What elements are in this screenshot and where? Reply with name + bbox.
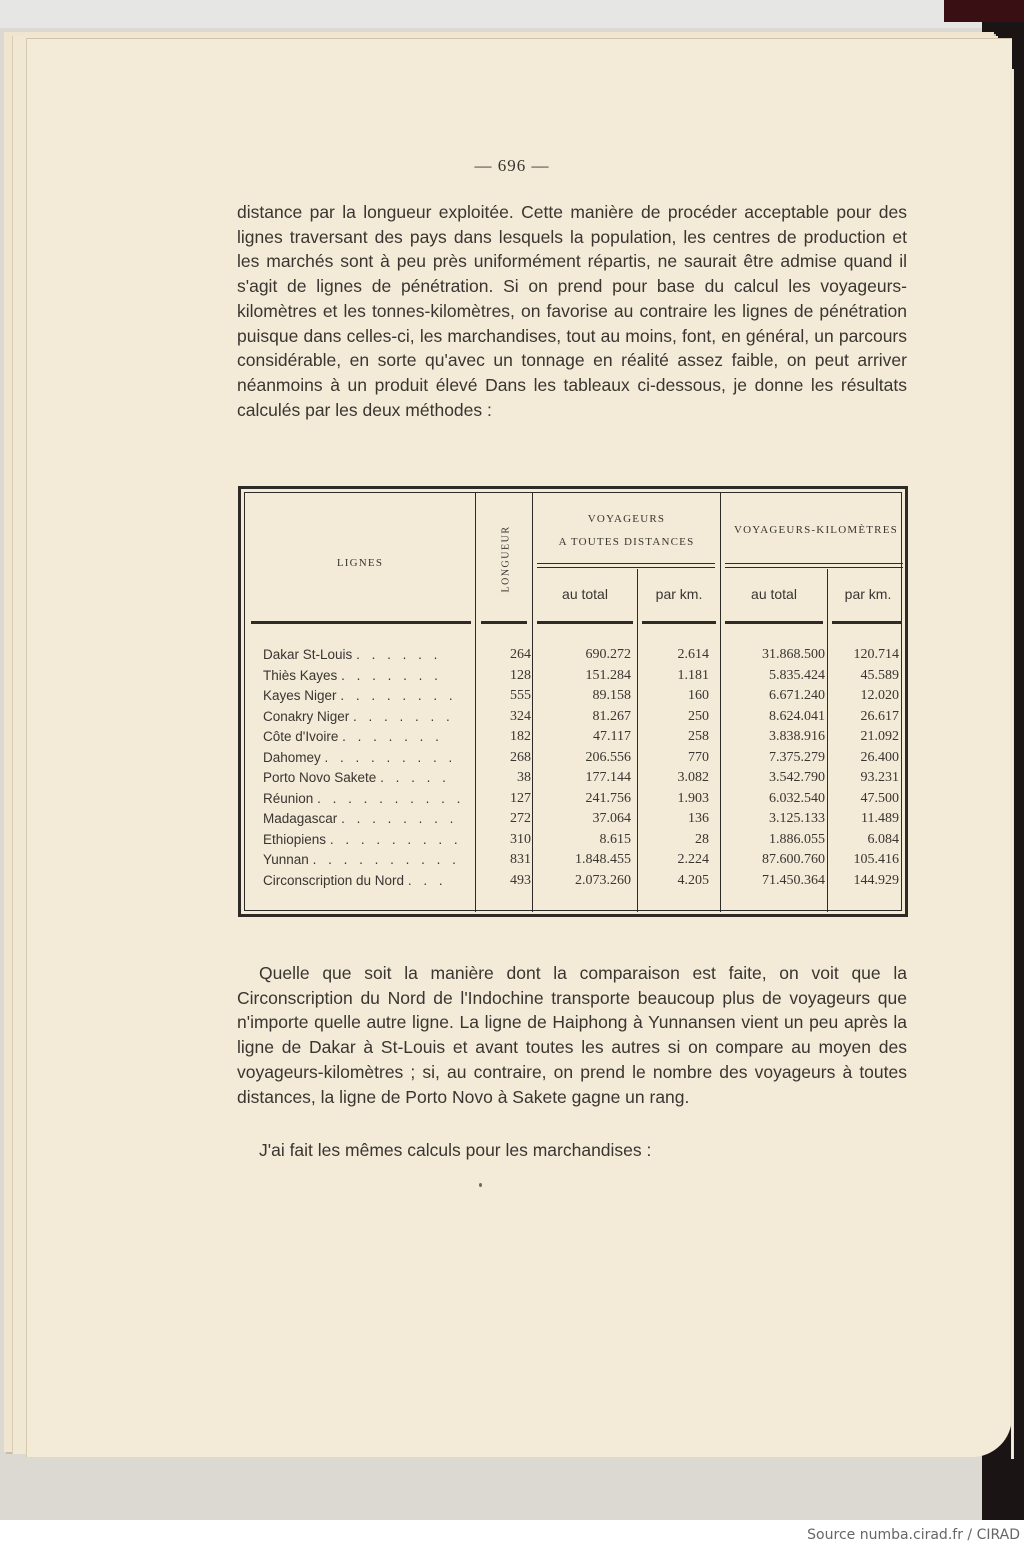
voyageurs-total-value: 690.272 bbox=[585, 647, 631, 662]
longueur-value: 127 bbox=[510, 790, 531, 806]
ligne-label: Thiès Kayes bbox=[263, 667, 338, 683]
header-lignes: LIGNES bbox=[336, 557, 384, 569]
voyageurs-par-km-value: 136 bbox=[688, 811, 709, 826]
scan-top-margin bbox=[0, 0, 1024, 28]
group-rule bbox=[537, 567, 715, 568]
leader-dots: . . . . . . . . bbox=[340, 688, 457, 703]
table-row bbox=[245, 791, 901, 812]
voyageurs-total-value: 89.158 bbox=[592, 688, 631, 703]
ligne-label: Conakry Niger bbox=[263, 708, 350, 724]
ligne-label: Kayes Niger bbox=[263, 688, 337, 703]
subheader-voy-par-km: par km. bbox=[655, 586, 703, 602]
ligne-name bbox=[263, 647, 475, 662]
voyageurs-total-value: 37.064 bbox=[592, 811, 631, 826]
header-rule bbox=[725, 621, 823, 624]
longueur-value: 831 bbox=[510, 852, 531, 867]
ligne-label: Côte d'Ivoire bbox=[263, 729, 339, 744]
voyageurs-km-par-km-value: 47.500 bbox=[860, 790, 899, 806]
table-row bbox=[245, 709, 901, 730]
voyageurs-km-par-km-value: 93.231 bbox=[860, 770, 899, 785]
voyageurs-total-value: 47.117 bbox=[593, 729, 631, 744]
header-voyageurs-line1: VOYAGEURS bbox=[587, 513, 666, 525]
voyageurs-km-total-value: 1.886.055 bbox=[769, 831, 825, 847]
voyageurs-km-total-value: 71.450.364 bbox=[762, 872, 825, 888]
ink-speck bbox=[479, 1183, 482, 1187]
voyageurs-km-total-value: 6.032.540 bbox=[769, 790, 825, 806]
page-number: — 696 — bbox=[474, 156, 550, 175]
ligne-name bbox=[263, 709, 475, 724]
subheader-vk-total: au total bbox=[751, 586, 797, 602]
table-inner-border bbox=[244, 492, 902, 911]
table-row bbox=[245, 770, 901, 791]
ligne-label: Circonscription du Nord bbox=[263, 872, 405, 888]
voyageurs-par-km-value: 250 bbox=[688, 708, 709, 724]
ligne-label: Porto Novo Sakete bbox=[263, 770, 377, 785]
ligne-name bbox=[263, 852, 475, 867]
subheader-voy-total: au total bbox=[562, 586, 608, 602]
leader-dots: . . . . . bbox=[380, 770, 450, 785]
ligne-label: Réunion bbox=[263, 790, 314, 806]
table-row bbox=[245, 647, 901, 668]
page-fold bbox=[1011, 69, 1014, 1459]
group-rule bbox=[725, 563, 903, 564]
voyageurs-km-par-km-value: 144.929 bbox=[853, 872, 899, 888]
voyageurs-km-total-value: 5.835.424 bbox=[769, 667, 825, 683]
longueur-value: 493 bbox=[510, 872, 531, 888]
ligne-name bbox=[263, 770, 475, 785]
leader-dots: . . . . . . . . . bbox=[329, 831, 462, 847]
comparison-paragraph bbox=[237, 961, 907, 1109]
voyageurs-km-total-value: 3.125.133 bbox=[769, 811, 825, 826]
intro-paragraph bbox=[237, 200, 907, 422]
voyageurs-km-total-value: 7.375.279 bbox=[769, 749, 825, 765]
leader-dots: . . . . . . . . . . bbox=[312, 852, 460, 867]
voyageurs-total-value: 177.144 bbox=[585, 770, 631, 785]
voyageurs-par-km-value: 1.181 bbox=[677, 667, 709, 683]
leader-dots: . . . . . . . bbox=[353, 708, 454, 724]
longueur-value: 264 bbox=[510, 647, 531, 662]
leader-dots: . . . . . . bbox=[356, 647, 442, 662]
leader-dots: . . . . . . . . . bbox=[324, 749, 457, 765]
longueur-value: 182 bbox=[510, 729, 531, 744]
header-rule bbox=[537, 621, 633, 624]
voyageurs-km-par-km-value: 26.617 bbox=[860, 708, 899, 724]
ligne-name bbox=[263, 668, 475, 683]
leader-dots: . . . . . . . bbox=[342, 729, 443, 744]
ligne-label: Madagascar bbox=[263, 811, 338, 826]
voyageurs-total-value: 81.267 bbox=[592, 708, 631, 724]
voyageurs-total-value: 241.756 bbox=[585, 790, 631, 806]
table-row bbox=[245, 811, 901, 832]
closing-paragraph bbox=[237, 1138, 907, 1163]
voyageurs-par-km-value: 2.614 bbox=[677, 647, 709, 662]
header-voyageurs-line2: A TOUTES DISTANCES bbox=[558, 536, 695, 548]
leader-dots: . . . bbox=[407, 872, 447, 888]
closing-text: J'ai fait les mêmes calculs pour les marchandises : bbox=[259, 1140, 652, 1160]
voyageurs-km-total-value: 6.671.240 bbox=[769, 688, 825, 703]
ligne-label: Dakar St-Louis bbox=[263, 647, 353, 662]
voyageurs-par-km-value: 28 bbox=[695, 831, 709, 847]
longueur-value: 324 bbox=[510, 708, 531, 724]
longueur-value: 310 bbox=[510, 831, 531, 847]
ligne-name bbox=[263, 688, 475, 703]
leader-dots: . . . . . . . bbox=[341, 667, 442, 683]
voyageurs-par-km-value: 4.205 bbox=[677, 872, 709, 888]
ligne-name bbox=[263, 750, 475, 765]
ligne-name bbox=[263, 791, 475, 806]
ligne-label: Yunnan bbox=[263, 852, 309, 867]
longueur-value: 272 bbox=[510, 811, 531, 826]
header-rule bbox=[481, 621, 527, 624]
intro-text: distance par la longueur exploitée. Cette manière de procéder acceptable pour des lignes traversant des pays dans lesquels la population, les centres de production et les marchés sont à peu près uniformément répartis, ne saurait être admise quand il s'agit de lignes de pénétration. Si on prend pour base du calcul les voyageurs-kilomètres et les tonnes-kilomètres, on favorise au contraire les lignes de pénétration puisque dans celles-ci, les marchandises, tout au moins, font, en général, un parcours considérable, en sorte qu'avec un tonnage en réalité assez faible, on peut arriver néanmoins à un produit élevé Dans les tableaux ci-dessous, je donne les résultats calculés par les deux méthodes : bbox=[237, 202, 907, 420]
longueur-value: 268 bbox=[510, 749, 531, 765]
leader-dots: . . . . . . . . bbox=[341, 811, 458, 826]
ligne-label: Ethiopiens bbox=[263, 831, 327, 847]
voyageurs-km-par-km-value: 45.589 bbox=[860, 667, 899, 683]
header-rule bbox=[251, 621, 471, 624]
voyageurs-km-par-km-value: 105.416 bbox=[853, 852, 899, 867]
voyageurs-km-total-value: 8.624.041 bbox=[769, 708, 825, 724]
voyageurs-total-value: 8.615 bbox=[599, 831, 631, 847]
header-voyageurs-km: VOYAGEURS-KILOMÈTRES bbox=[734, 524, 898, 536]
voyageurs-total-value: 151.284 bbox=[585, 667, 631, 683]
header-longueur bbox=[483, 509, 529, 609]
voyageurs-km-par-km-value: 21.092 bbox=[860, 729, 899, 744]
voyageurs-km-par-km-value: 120.714 bbox=[853, 647, 899, 662]
book-binding-top bbox=[944, 0, 1024, 22]
table-row bbox=[245, 832, 901, 853]
leader-dots: . . . . . . . . . . bbox=[317, 790, 465, 806]
voyageurs-km-par-km-value: 12.020 bbox=[860, 688, 899, 703]
header-longueur-label: LONGUEUR bbox=[500, 525, 512, 593]
table-row bbox=[245, 688, 901, 709]
table-row bbox=[245, 729, 901, 750]
voyageurs-par-km-value: 2.224 bbox=[677, 852, 709, 867]
table-row bbox=[245, 668, 901, 689]
table-row bbox=[245, 750, 901, 771]
ligne-label: Dahomey bbox=[263, 749, 321, 765]
longueur-value: 38 bbox=[517, 770, 531, 785]
ligne-name bbox=[263, 811, 475, 826]
ligne-name bbox=[263, 729, 475, 744]
voyageurs-km-total-value: 31.868.500 bbox=[762, 647, 825, 662]
voyageurs-km-par-km-value: 26.400 bbox=[860, 749, 899, 765]
voyageurs-par-km-value: 770 bbox=[688, 749, 709, 765]
voyageurs-total-value: 2.073.260 bbox=[575, 872, 631, 888]
voyageurs-km-total-value: 3.542.790 bbox=[769, 770, 825, 785]
longueur-value: 128 bbox=[510, 667, 531, 683]
passenger-statistics-table bbox=[238, 486, 908, 917]
voyageurs-km-par-km-value: 6.084 bbox=[867, 831, 899, 847]
ligne-name bbox=[263, 873, 475, 888]
ligne-name bbox=[263, 832, 475, 847]
table-row bbox=[245, 873, 901, 894]
voyageurs-total-value: 1.848.455 bbox=[575, 852, 631, 867]
comparison-text: Quelle que soit la manière dont la comparaison est faite, on voit que la Circonscription du Nord de l'Indochine transporte beaucoup plus de voyageurs que n'importe quelle autre ligne. La ligne de Haiphong à Yunnansen vient un peu après la ligne de Dakar à St-Louis et avant toutes les autres si on compare au moyen des voyageurs-kilomètres ; si, au contraire, on prend le nombre des voyageurs à toutes distances, la ligne de Porto Novo à Sakete gagne un rang. bbox=[237, 963, 907, 1107]
voyageurs-par-km-value: 3.082 bbox=[677, 770, 709, 785]
header-rule bbox=[642, 621, 716, 624]
voyageurs-total-value: 206.556 bbox=[585, 749, 631, 765]
voyageurs-km-total-value: 87.600.760 bbox=[762, 852, 825, 867]
group-rule bbox=[537, 563, 715, 564]
voyageurs-par-km-value: 258 bbox=[688, 729, 709, 744]
voyageurs-km-par-km-value: 11.489 bbox=[861, 811, 899, 826]
group-rule bbox=[725, 567, 903, 568]
header-rule bbox=[832, 621, 902, 624]
longueur-value: 555 bbox=[510, 688, 531, 703]
voyageurs-km-total-value: 3.838.916 bbox=[769, 729, 825, 744]
source-credit: Source numba.cirad.fr / CIRAD bbox=[807, 1527, 1020, 1543]
subheader-vk-par-km: par km. bbox=[844, 586, 892, 602]
table-row bbox=[245, 852, 901, 873]
voyageurs-par-km-value: 160 bbox=[688, 688, 709, 703]
voyageurs-par-km-value: 1.903 bbox=[677, 790, 709, 806]
